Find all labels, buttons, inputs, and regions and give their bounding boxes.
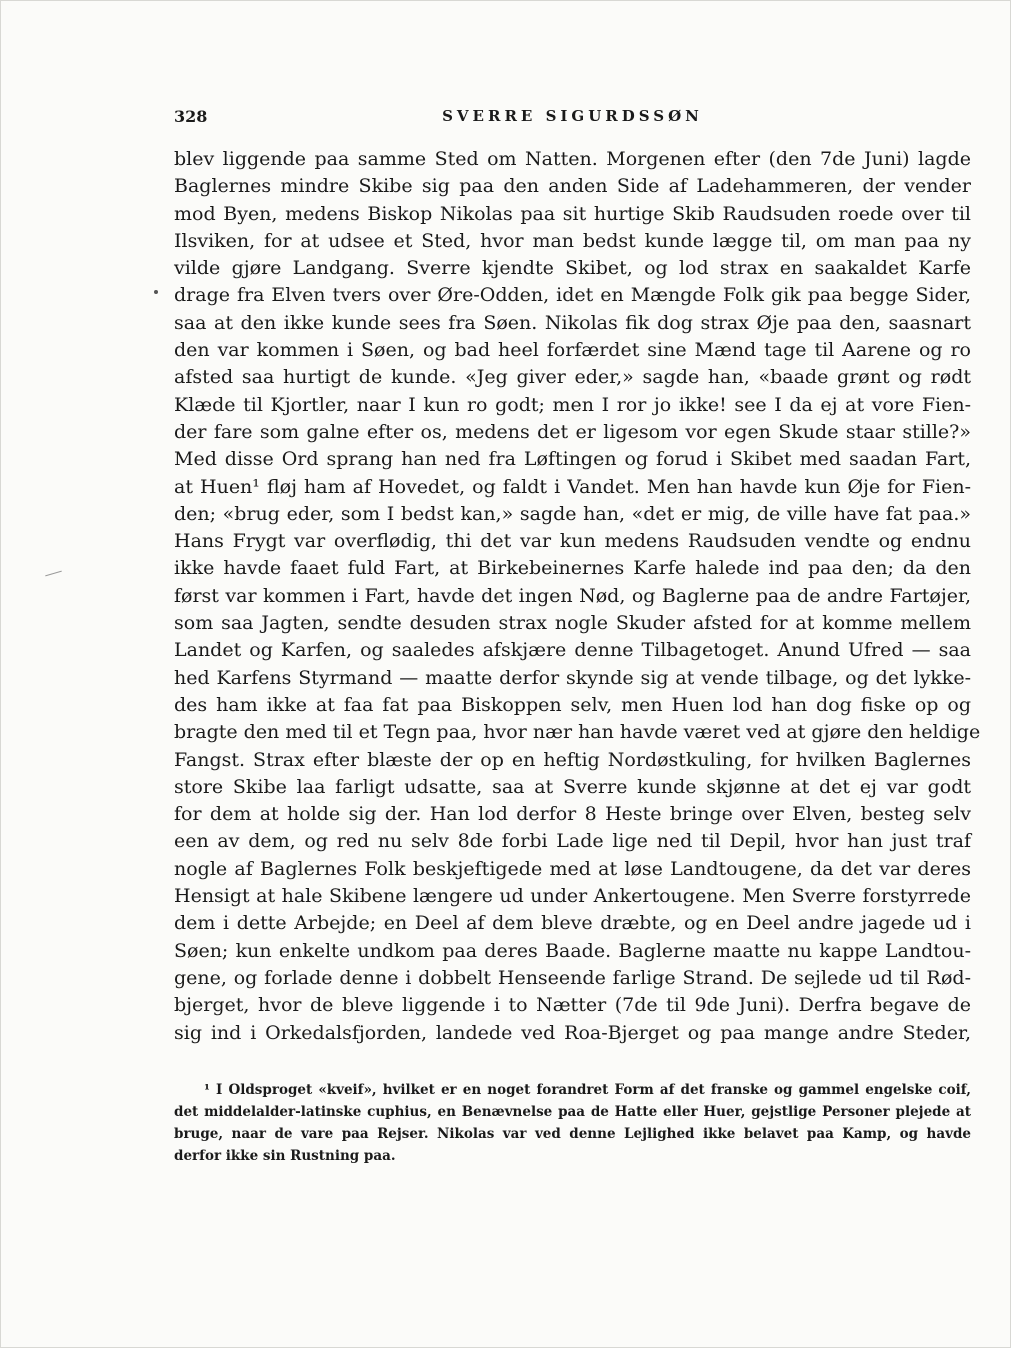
footnote-line: derfor ikke sin Rustning paa. <box>174 1148 396 1164</box>
text-line: hed Karfens Styrmand — maatte derfor skynde sig at vende tilbage, og det lykke- <box>174 666 971 689</box>
text-line: dem i dette Arbejde; en Deel af dem bleve dræbte, og en Deel andre jagede ud i <box>174 912 971 935</box>
text-line: nogle af Baglernes Folk beskjeftigede med at løse Landtougene, da det var deres <box>174 857 971 880</box>
body-text <box>174 146 981 1047</box>
text-line: Fangst. Strax efter blæste der op en heftig Nordøstkuling, for hvilken Baglernes <box>174 748 971 771</box>
text-line: Ilsviken, for at udsee et Sted, hvor man bedst kunde lægge til, om man paa ny <box>174 229 971 252</box>
text-line: at Huen¹ fløj ham af Hovedet, og faldt i Vandet. Men han havde kun Øje for Fien- <box>174 475 971 498</box>
text-line: ikke havde faaet fuld Fart, at Birkebeinernes Karfe halede ind paa den; da den <box>174 557 971 580</box>
text-line: der fare som galne efter os, medens det er ligesom vor egen Skude staar stille?» <box>174 420 971 443</box>
text-line: bragte den med til et Tegn paa, hvor nær han havde været ved at gjøre den heldige <box>174 721 981 744</box>
text-line: Med disse Ord sprang han ned fra Løftingen og forud i Skibet med saadan Fart, <box>174 448 971 471</box>
scan-dash-mark <box>45 571 62 577</box>
text-line: Søen; kun enkelte undkom paa deres Baade. Baglerne maatte nu kappe Landtou- <box>174 939 971 962</box>
text-line: først var kommen i Fart, havde det ingen Nød, og Baglerne paa de andre Fartøjer, <box>174 584 971 607</box>
text-line: mod Byen, medens Biskop Nikolas paa sit hurtige Skib Raudsuden roede over til <box>174 202 971 225</box>
text-line: Baglernes mindre Skibe sig paa den anden Side af Ladehammeren, der vender <box>174 175 971 198</box>
footnote-line: det middelalder-latinske cuphius, en Benævnelse paa de Hatte eller Huer, gejstlige Personer plejede at <box>174 1104 971 1120</box>
text-line: drage fra Elven tvers over Øre-Odden, idet en Mængde Folk gik paa begge Sider, <box>174 284 971 307</box>
text-line: sig ind i Orkedalsfjorden, landede ved Roa-Bjerget og paa mange andre Steder, <box>174 1021 971 1044</box>
text-line: som saa Jagten, sendte desuden strax nogle Skuder afsted for at komme mellem <box>174 612 971 635</box>
text-line: een av dem, og red nu selv 8de forbi Lade lige ned til Depil, hvor han just traf <box>174 830 971 853</box>
page-number: 328 <box>174 107 208 126</box>
text-line: afsted saa hurtigt de kunde. «Jeg giver eder,» sagde han, «baade grønt og rødt <box>174 366 971 389</box>
text-line: vilde gjøre Landgang. Sverre kjendte Skibet, og lod strax en saakaldet Karfe <box>174 257 971 280</box>
text-line: for dem at holde sig der. Han lod derfor 8 Heste bringe over Elven, besteg selv <box>174 803 971 826</box>
footnote <box>174 1079 971 1167</box>
text-line: Landet og Karfen, og saaledes afskjære denne Tilbagetoget. Anund Ufred — saa <box>174 639 971 662</box>
text-line: bjerget, hvor de bleve liggende i to Nætter (7de til 9de Juni). Derfra begave de <box>174 994 971 1017</box>
scan-speck-mark <box>154 290 158 294</box>
text-line: Hensigt at hale Skibene længere ud under Ankertougene. Men Sverre forstyrrede <box>174 885 971 908</box>
footnote-line: bruge, naar de vare paa Rejser. Nikolas var ved denne Lejlighed ikke belavet paa Kamp, og havde <box>174 1126 971 1142</box>
text-line: den var kommen i Søen, og bad heel forfærdet sine Mænd tage til Aarene og ro <box>174 339 971 362</box>
running-title: SVERRE SIGURDSSØN <box>442 107 703 125</box>
text-line: blev liggende paa samme Sted om Natten. Morgenen efter (den 7de Juni) lagde <box>174 148 971 170</box>
text-line: Klæde til Kjortler, naar I kun ro godt; men I ror jo ikke! see I da ej at vore Fien- <box>174 393 971 416</box>
text-line: saa at den ikke kunde sees fra Søen. Nikolas fik dog strax Øje paa den, saasnart <box>174 311 971 334</box>
text-line: store Skibe laa farligt udsatte, saa at Sverre kunde skjønne at det ej var godt <box>174 775 971 798</box>
footnote-line: ¹ I Oldsproget «kveif», hvilket er en noget forandret Form af det franske og gammel engelske coif, <box>204 1082 971 1098</box>
running-head <box>174 105 971 131</box>
text-line: gene, og forlade denne i dobbelt Henseende farlige Strand. De sejlede ud til Rød- <box>174 966 971 989</box>
text-line: des ham ikke at faa fat paa Biskoppen selv, men Huen lod han dog fiske op og <box>174 693 971 716</box>
text-line: den; «brug eder, som I bedst kan,» sagde han, «det er mig, de ville have fat paa.» <box>174 502 971 525</box>
text-line: Hans Frygt var overflødig, thi det var kun medens Raudsuden vendte og endnu <box>174 530 971 553</box>
